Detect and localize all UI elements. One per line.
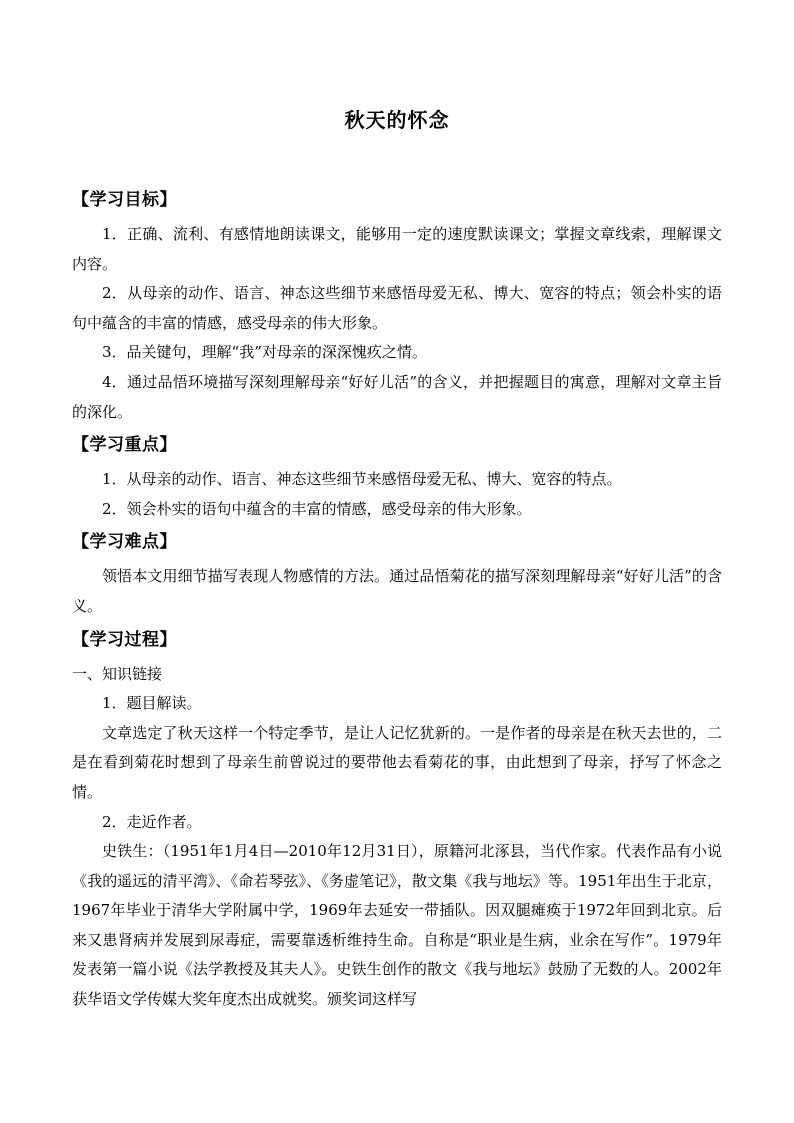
key-point-item: 1．从母亲的动作、语言、神态这些细节来感悟母爱无私、博大、宽容的特点。: [102, 470, 622, 489]
section-objectives: [72, 186, 722, 427]
process-item-text: 史铁生：（1951年1月4日—2010年12月31日），原籍河北涿县，当代作家。代表作品有小说《我的遥远的清平湾》、《命若琴弦》、《务虚笔记》，散文集《我与地坛》等。1951年出生于北京，1967年毕业于清华大学附属中学，1969年去延安一带插队。因双腿瘫痪于1972年回到北京。后来又患肾病并发展到尿毒症，需要靠透析维持生命。自称是“职业是生病，业余在写作”。1979年发表第一篇小说《法学教授及其夫人》。史铁生创作的散文《我与地坛》鼓励了无数的人。2002年获华语文学传媒大奖年度杰出成就奖。颁奖词这样写: [72, 842, 722, 1009]
objective-item: 2．从母亲的动作、语言、神态这些细节来感悟母爱无私、博大、宽容的特点；领会朴实的语句中蕴含的丰富的情感，感受母亲的伟大形象。: [72, 284, 722, 332]
process-item-text: 文章选定了秋天这样一个特定季节，是让人记忆犹新的。一是作者的母亲是在秋天去世的，二是在看到菊花时想到了母亲生前曾说过的要带他去看菊花的事，由此想到了母亲，抒写了怀念之情。: [72, 723, 722, 801]
objective-item: 4．通过品悟环境描写深刻理解母亲“好好儿活”的含义，并把握题目的寓意，理解对文章主旨的深化。: [72, 372, 722, 421]
section-heading-key-points: 【学习重点】: [72, 435, 177, 456]
process-item-title: 2．走近作者。: [102, 812, 202, 831]
section-heading-objectives: 【学习目标】: [72, 190, 177, 210]
process-item-title: 1．题目解读。: [102, 694, 202, 713]
subsection-knowledge-link: 一、知识链接: [72, 664, 163, 683]
document-body: [72, 186, 722, 1019]
section-key-points: [72, 431, 722, 524]
objective-item: 3．品关键句，理解“我”对母亲的深深愧疚之情。: [102, 343, 427, 362]
objective-item: 1．正确、流利、有感情地朗读课文，能够用一定的速度默读课文；掌握文章线索，理解课文内容。: [72, 225, 722, 273]
key-point-item: 2．领会朴实的语句中蕴含的丰富的情感，感受母亲的伟大形象。: [102, 499, 532, 518]
section-heading-process: 【学习过程】: [72, 629, 177, 650]
difficulty-item: 领悟本文用细节描写表现人物感情的方法。通过品悟菊花的描写深刻理解母亲“好好儿活”的含义。: [72, 567, 722, 615]
document-title: 秋天的怀念: [344, 108, 450, 132]
section-heading-difficulties: 【学习难点】: [72, 532, 177, 553]
section-difficulties: [72, 528, 722, 621]
section-process: [72, 626, 722, 1015]
